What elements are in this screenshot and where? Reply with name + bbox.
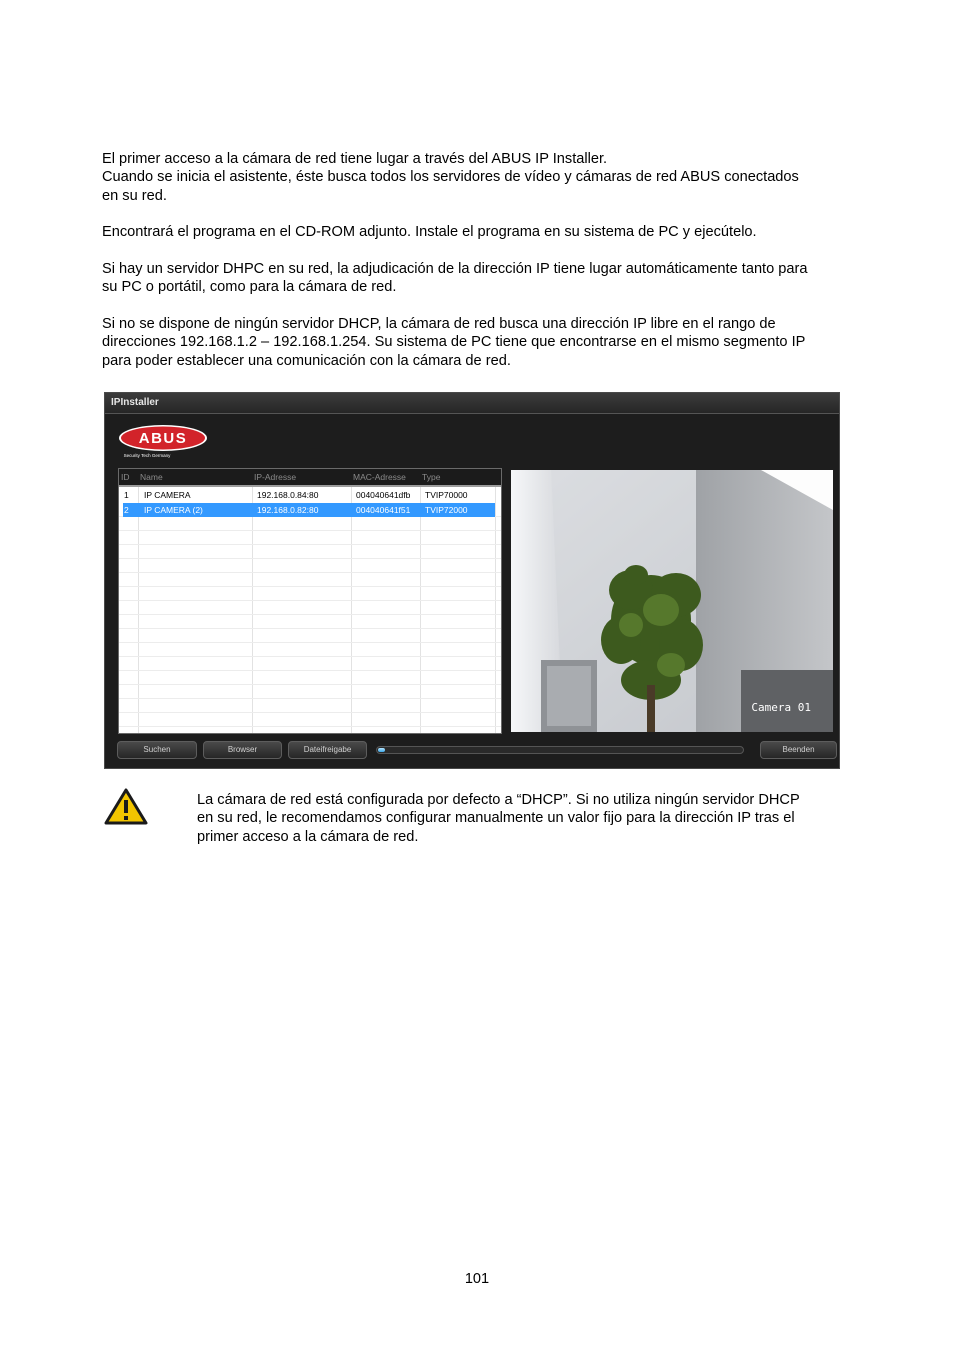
cell-mac: 004040641f51 [356,505,411,515]
browser-button[interactable]: Browser [203,741,282,759]
cdrom-paragraph [102,223,882,241]
column-header-ip[interactable]: IP-Adresse [254,472,297,482]
note-line: La cámara de red está configurada por defecto a “DHCP”. Si no utiliza ningún servidor DHCP [197,792,800,808]
text-line: Si no se dispone de ningún servidor DHCP, la cámara de red busca una dirección IP libre en el rango de [102,316,776,332]
column-header-mac[interactable]: MAC-Adresse [353,472,406,482]
text-line: direcciones 192.168.1.2 – 192.168.1.254. Su sistema de PC tiene que encontrarse en el mismo segmento IP [102,334,806,351]
text-line: Si hay un servidor DHPC en su red, la adjudicación de la dirección IP tiene lugar automáticamente tanto para [102,261,808,277]
progress-fill [378,748,385,752]
dhcp-note [197,791,877,846]
note-line: primer acceso a la cámara de red. [197,828,419,845]
search-progress-bar [376,746,744,754]
cell-type: TVIP70000 [425,490,468,500]
text-line: su PC o portátil, como para la cámara de red. [102,279,397,296]
abus-logo [117,423,209,461]
text-line: en su red. [102,187,167,204]
device-table [118,468,502,734]
column-header-name[interactable]: Name [140,472,163,482]
table-row[interactable] [119,488,495,502]
cell-type: TVIP72000 [425,505,468,515]
cell-name: IP CAMERA (2) [144,505,203,515]
text-line: Encontrará el programa en el CD-ROM adjunto. Instale el programa en su sistema de PC y ejecútelo. [102,224,757,240]
cell-ip: 192.168.0.82:80 [257,505,319,515]
dhcp-paragraph [102,260,882,297]
window-title-bar [105,393,839,414]
note-line: en su red, le recomendamos configurar manualmente un valor fijo para la dirección IP tras el [197,810,795,827]
table-row-selected[interactable] [123,503,495,517]
no-dhcp-paragraph [102,315,882,370]
camera-preview [511,470,833,732]
table-header [119,469,501,487]
camera-image [511,470,833,732]
logo-subtext: Security Tech Germany [123,453,171,458]
column-header-id[interactable]: ID [121,472,130,482]
intro-paragraph [102,150,882,205]
text-line: Cuando se inicia el asistente, éste busca todos los servidores de vídeo y cámaras de red ABUS conectados [102,169,799,186]
page-number: 101 [464,1271,490,1287]
cell-mac: 004040641dfb [356,490,411,500]
warning-triangle-icon [104,788,148,826]
cell-name: IP CAMERA [144,490,191,500]
exit-button[interactable]: Beenden [760,741,837,759]
column-header-type[interactable]: Type [422,472,441,482]
cell-id: 1 [124,490,129,500]
cell-id: 2 [124,505,129,515]
ip-installer-window [104,392,840,769]
search-button[interactable]: Suchen [117,741,197,759]
cell-ip: 192.168.0.84:80 [257,490,319,500]
file-share-button[interactable]: Dateifreigabe [288,741,367,759]
logo-text: ABUS [138,430,188,447]
window-title: IPInstaller [111,397,159,408]
text-line: para poder establecer una comunicación con la cámara de red. [102,352,511,369]
camera-label: Camera 01 [751,701,811,714]
text-line: El primer acceso a la cámara de red tiene lugar a través del ABUS IP Installer. [102,151,608,167]
